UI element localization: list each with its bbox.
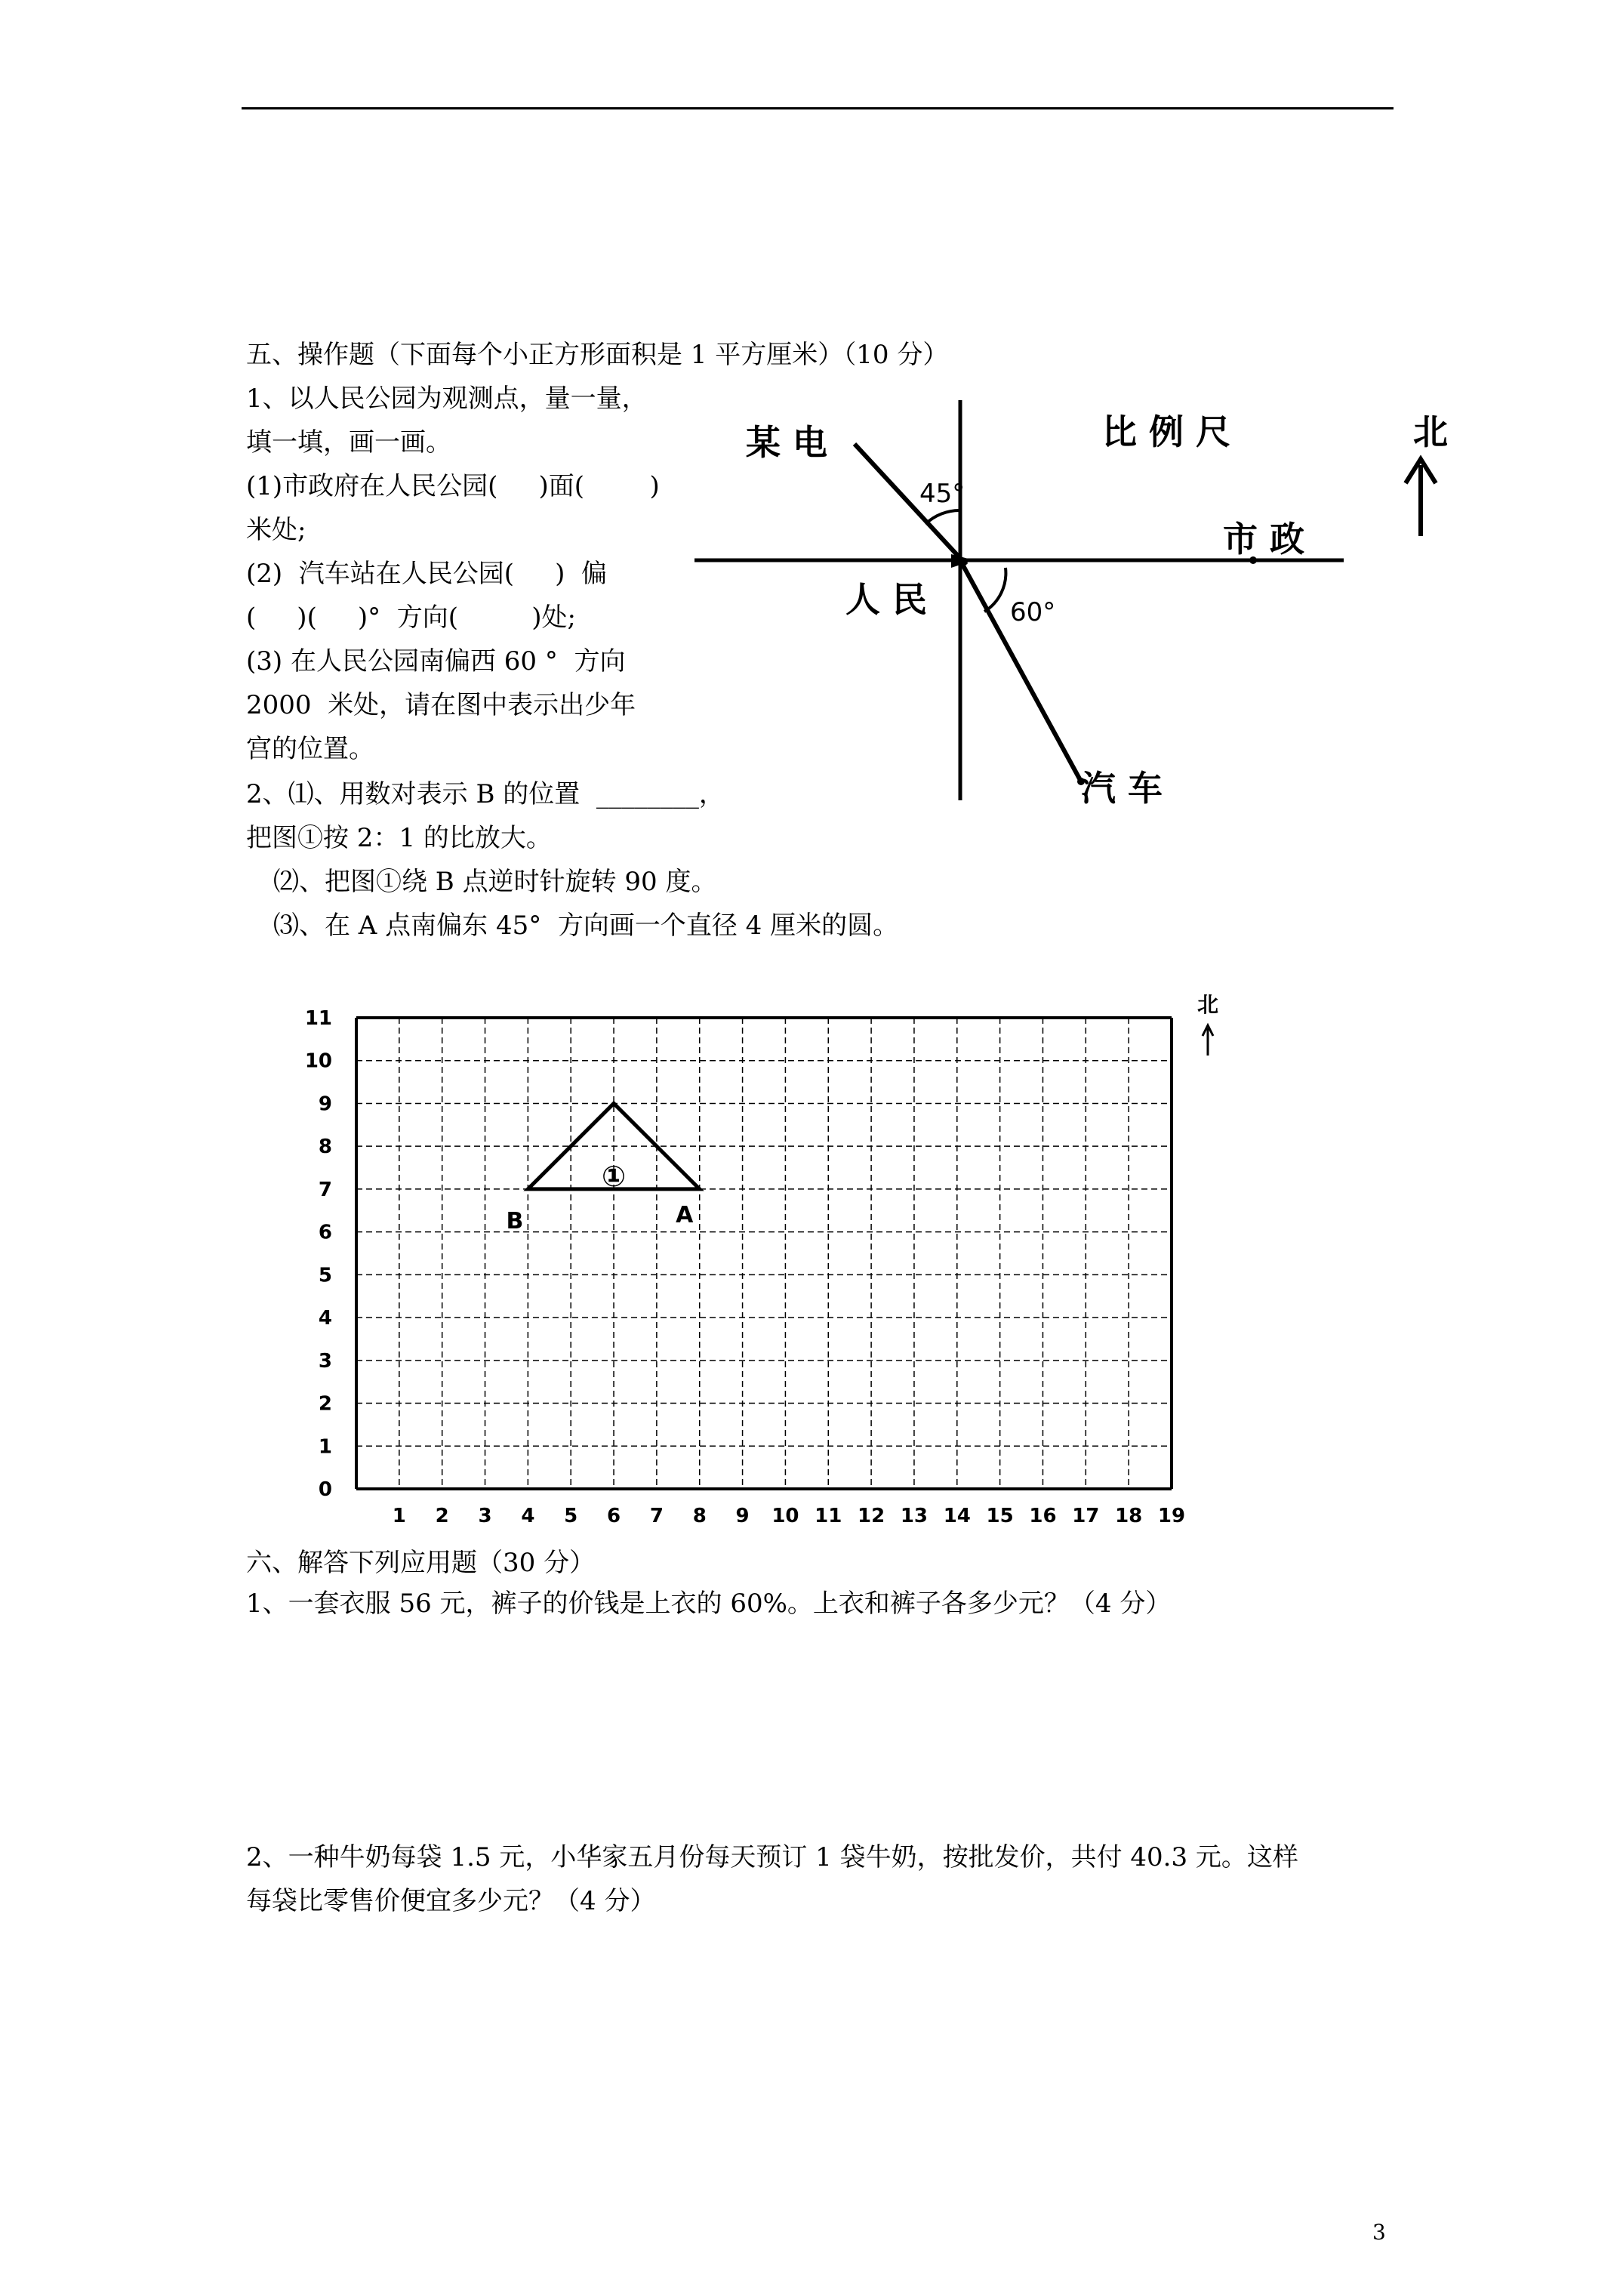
angle-label-45: 45°: [919, 479, 965, 509]
y-tick-label: 2: [318, 1392, 332, 1416]
q1-line: (2) 汽车站在人民公园( ) 偏: [246, 559, 607, 589]
point-a-label: A: [676, 1201, 694, 1228]
q2-line: 2、⑴、用数对表示 B 的位置 ________，: [246, 779, 725, 809]
grid-north-label: 北: [1196, 992, 1219, 1017]
page-number: 3: [1372, 2220, 1386, 2245]
label-right: 市 政: [1223, 519, 1305, 559]
section6-title: 六、解答下列应用题（30 分）: [246, 1548, 596, 1578]
x-tick-label: 5: [564, 1505, 578, 1525]
y-tick-label: 11: [304, 1007, 332, 1030]
angle-arc-45: [925, 510, 960, 524]
y-tick-label: 8: [318, 1136, 332, 1159]
x-tick-label: 1: [392, 1505, 406, 1525]
q2-line: ⑶、在 A 点南偏东 45° 方向画一个直径 4 厘米的圆。: [273, 911, 899, 941]
grid-ticks: [305, 1007, 1185, 1525]
q2-line: ⑵、把图①绕 B 点逆时针旋转 90 度。: [273, 867, 717, 897]
q1-line: (1)市政府在人民公园( )面( ): [246, 471, 660, 501]
point-b-label: B: [506, 1207, 524, 1234]
label-topleft: 某 电: [746, 422, 828, 463]
x-tick-label: 16: [1029, 1505, 1057, 1525]
x-tick-label: 17: [1072, 1505, 1100, 1525]
x-tick-label: 7: [649, 1505, 664, 1525]
x-tick-label: 18: [1115, 1505, 1143, 1525]
section5-title: 五、操作题（下面每个小正方形面积是 1 平方厘米）（10 分）: [246, 340, 949, 370]
q1-line: 填一填，画一画。: [246, 427, 451, 458]
x-tick-label: 11: [815, 1505, 842, 1525]
x-tick-label: 2: [435, 1505, 449, 1525]
q1-line: 米处;: [246, 515, 306, 545]
y-tick-label: 6: [318, 1221, 332, 1244]
angle-arc-60: [984, 568, 1006, 612]
triangle-label: ①: [601, 1159, 627, 1193]
grid-figure: [287, 982, 1276, 1525]
x-tick-label: 10: [771, 1505, 799, 1525]
grid-lines: [356, 1018, 1172, 1489]
x-tick-label: 4: [521, 1505, 535, 1525]
x-tick-label: 19: [1157, 1505, 1186, 1525]
x-tick-label: 12: [858, 1505, 885, 1525]
q1-line: (3) 在人民公园南偏西 60 ° 方向: [246, 646, 626, 676]
y-tick-label: 0: [318, 1478, 332, 1501]
southeast-ray: [960, 560, 1081, 781]
x-tick-label: 15: [986, 1505, 1014, 1525]
q2-line: 把图①按 2：1 的比放大。: [246, 823, 552, 853]
section6-q2-line2: 每袋比零售价便宜多少元？（4 分）: [246, 1886, 656, 1916]
x-tick-label: 6: [607, 1505, 621, 1525]
x-tick-label: 13: [900, 1505, 929, 1525]
y-tick-label: 4: [318, 1307, 332, 1330]
label-center: 人 民: [845, 579, 928, 620]
label-north: 北: [1413, 411, 1448, 452]
x-tick-label: 8: [692, 1505, 707, 1525]
x-tick-label: 3: [478, 1505, 492, 1525]
q1-line: 1、以人民公园为观测点，量一量，: [246, 384, 648, 414]
section6-q1: 1、一套衣服 56 元，裤子的价钱是上衣的 60%。上衣和裤子各多少元？（4 分）: [246, 1589, 1172, 1619]
header-rule: [242, 107, 1394, 109]
y-tick-label: 1: [318, 1435, 332, 1459]
q1-line: 2000 米处，请在图中表示出少年: [246, 690, 636, 720]
y-tick-label: 7: [318, 1178, 332, 1201]
label-bottom: 汽 车: [1081, 768, 1163, 808]
q1-line: 宫的位置。: [246, 734, 374, 764]
q1-line: ( )( )° 方向( )处;: [246, 603, 577, 633]
angle-label-60: 60°: [1010, 597, 1056, 627]
compass-figure: [679, 393, 1464, 808]
q1-text-block: [246, 384, 660, 778]
section6-q2-line1: 2、一种牛奶每袋 1.5 元，小华家五月份每天预订 1 袋牛奶，按批发价，共付 40.3 元。这样: [246, 1842, 1298, 1872]
y-tick-label: 10: [304, 1049, 332, 1073]
x-tick-label: 14: [943, 1505, 971, 1525]
y-tick-label: 5: [318, 1264, 332, 1287]
y-tick-label: 3: [318, 1349, 332, 1373]
y-tick-label: 9: [318, 1093, 332, 1116]
label-scale: 比 例 尺: [1102, 411, 1231, 452]
x-tick-label: 9: [735, 1505, 750, 1525]
